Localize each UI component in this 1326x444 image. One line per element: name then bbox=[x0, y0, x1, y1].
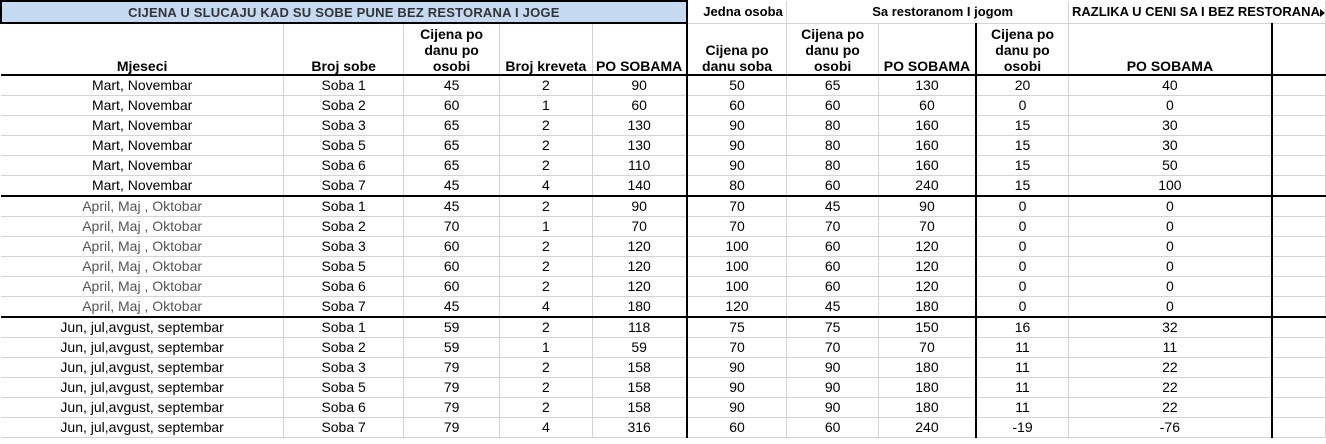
cell-broj-sobe[interactable]: Soba 3 bbox=[284, 116, 404, 136]
cell-cijena-po-osobi[interactable]: 79 bbox=[404, 418, 500, 438]
cell-broj-sobe[interactable]: Soba 1 bbox=[284, 196, 404, 217]
cell-po-sobama[interactable]: 110 bbox=[592, 156, 687, 176]
cell-broj-kreveta[interactable]: 2 bbox=[500, 75, 592, 96]
cell-mjeseci[interactable]: Mart, Novembar bbox=[1, 116, 284, 136]
cell-cijena-po-osobi[interactable]: 45 bbox=[404, 196, 500, 217]
cell-po-sobama[interactable]: 158 bbox=[592, 358, 687, 378]
cell-razlika-po-osobi[interactable]: 0 bbox=[976, 237, 1068, 257]
empty-cell[interactable] bbox=[1272, 23, 1326, 75]
cell-cijena-po-osobi-restoran[interactable]: 70 bbox=[787, 217, 879, 237]
cell-broj-kreveta[interactable]: 1 bbox=[500, 338, 592, 358]
cell-razlika-po-osobi[interactable]: 11 bbox=[976, 398, 1068, 418]
col-header-razlika-po-sobama[interactable]: PO SOBAMA bbox=[1068, 23, 1271, 75]
cell-po-sobama-restoran[interactable]: 240 bbox=[878, 176, 976, 197]
cell-broj-kreveta[interactable]: 4 bbox=[500, 176, 592, 197]
cell-broj-kreveta[interactable]: 2 bbox=[500, 156, 592, 176]
cell-broj-sobe[interactable]: Soba 1 bbox=[284, 317, 404, 338]
cell-cijena-po-osobi-restoran[interactable]: 60 bbox=[787, 257, 879, 277]
table-row bbox=[1, 418, 1326, 438]
empty-cell[interactable] bbox=[1272, 338, 1326, 358]
cell-razlika-po-sobama[interactable]: 11 bbox=[1068, 338, 1271, 358]
cell-cijena-po-osobi-restoran[interactable]: 80 bbox=[787, 116, 879, 136]
cell-cijena-soba[interactable]: 60 bbox=[687, 418, 787, 438]
cell-cijena-po-osobi-restoran[interactable]: 70 bbox=[787, 338, 879, 358]
cell-cijena-po-osobi[interactable]: 70 bbox=[404, 217, 500, 237]
cell-broj-sobe[interactable]: Soba 6 bbox=[284, 156, 404, 176]
cell-broj-sobe[interactable]: Soba 7 bbox=[284, 297, 404, 318]
cell-mjeseci[interactable]: Mart, Novembar bbox=[1, 156, 284, 176]
cell-broj-kreveta[interactable]: 1 bbox=[500, 96, 592, 116]
empty-cell[interactable] bbox=[1272, 418, 1326, 438]
cell-razlika-po-osobi[interactable]: 16 bbox=[976, 317, 1068, 338]
cell-cijena-po-osobi[interactable]: 79 bbox=[404, 358, 500, 378]
cell-po-sobama[interactable]: 90 bbox=[592, 196, 687, 217]
cell-broj-sobe[interactable]: Soba 2 bbox=[284, 338, 404, 358]
cell-razlika-po-sobama[interactable]: 22 bbox=[1068, 398, 1271, 418]
cell-razlika-po-sobama[interactable]: 0 bbox=[1068, 237, 1271, 257]
empty-cell[interactable] bbox=[1272, 116, 1326, 136]
table-row bbox=[1, 257, 1326, 277]
cell-cijena-po-osobi-restoran[interactable]: 45 bbox=[787, 297, 879, 318]
cell-broj-sobe[interactable]: Soba 7 bbox=[284, 418, 404, 438]
cell-mjeseci[interactable]: Jun, jul,avgust, septembar bbox=[1, 398, 284, 418]
cell-cijena-po-osobi-restoran[interactable]: 75 bbox=[787, 317, 879, 338]
cell-cijena-soba[interactable]: 60 bbox=[687, 96, 787, 116]
empty-cell[interactable] bbox=[1272, 136, 1326, 156]
empty-cell[interactable] bbox=[1272, 75, 1326, 96]
empty-cell[interactable] bbox=[1272, 277, 1326, 297]
cell-razlika-po-osobi[interactable]: 0 bbox=[976, 297, 1068, 318]
cell-razlika-po-osobi[interactable]: 15 bbox=[976, 136, 1068, 156]
cell-mjeseci[interactable]: April, Maj , Oktobar bbox=[1, 277, 284, 297]
cell-broj-kreveta[interactable]: 2 bbox=[500, 196, 592, 217]
cell-cijena-po-osobi-restoran[interactable]: 60 bbox=[787, 277, 879, 297]
cell-po-sobama-restoran[interactable]: 160 bbox=[878, 116, 976, 136]
cell-cijena-soba[interactable]: 90 bbox=[687, 358, 787, 378]
empty-cell[interactable] bbox=[1272, 257, 1326, 277]
cell-broj-kreveta[interactable]: 4 bbox=[500, 297, 592, 318]
cell-cijena-soba[interactable]: 100 bbox=[687, 257, 787, 277]
cell-cijena-soba[interactable]: 120 bbox=[687, 297, 787, 318]
cell-broj-kreveta[interactable]: 2 bbox=[500, 317, 592, 338]
cell-razlika-po-sobama[interactable]: 50 bbox=[1068, 156, 1271, 176]
cell-po-sobama[interactable]: 130 bbox=[592, 136, 687, 156]
cell-po-sobama-restoran[interactable]: 240 bbox=[878, 418, 976, 438]
cell-cijena-po-osobi[interactable]: 60 bbox=[404, 257, 500, 277]
empty-cell[interactable] bbox=[1272, 196, 1326, 217]
cell-broj-sobe[interactable]: Soba 5 bbox=[284, 378, 404, 398]
cell-razlika-po-osobi[interactable]: 0 bbox=[976, 217, 1068, 237]
col-header-po-sobama[interactable]: PO SOBAMA bbox=[592, 23, 687, 75]
cell-po-sobama[interactable]: 180 bbox=[592, 297, 687, 318]
cell-cijena-soba[interactable]: 70 bbox=[687, 196, 787, 217]
cell-po-sobama[interactable]: 120 bbox=[592, 257, 687, 277]
cell-razlika-po-osobi[interactable]: 15 bbox=[976, 116, 1068, 136]
empty-cell[interactable] bbox=[1272, 297, 1326, 318]
title-row bbox=[1, 1, 1326, 23]
cell-cijena-po-osobi-restoran[interactable]: 65 bbox=[787, 75, 879, 96]
table-row bbox=[1, 378, 1326, 398]
cell-po-sobama[interactable]: 158 bbox=[592, 378, 687, 398]
cell-razlika-po-sobama[interactable]: 0 bbox=[1068, 257, 1271, 277]
cell-mjeseci[interactable]: Mart, Novembar bbox=[1, 75, 284, 96]
table-row bbox=[1, 196, 1326, 217]
cell-broj-kreveta[interactable]: 2 bbox=[500, 277, 592, 297]
cell-po-sobama[interactable]: 59 bbox=[592, 338, 687, 358]
cell-po-sobama-restoran[interactable]: 120 bbox=[878, 277, 976, 297]
cell-cijena-soba[interactable]: 90 bbox=[687, 116, 787, 136]
table-row bbox=[1, 358, 1326, 378]
cell-razlika-po-sobama[interactable]: 100 bbox=[1068, 176, 1271, 197]
cell-po-sobama-restoran[interactable]: 120 bbox=[878, 237, 976, 257]
cell-cijena-po-osobi[interactable]: 45 bbox=[404, 297, 500, 318]
cell-cijena-po-osobi-restoran[interactable]: 60 bbox=[787, 237, 879, 257]
empty-cell[interactable] bbox=[1272, 317, 1326, 338]
cell-cijena-po-osobi-restoran[interactable]: 90 bbox=[787, 378, 879, 398]
cell-broj-sobe[interactable]: Soba 5 bbox=[284, 136, 404, 156]
header-row bbox=[1, 23, 1326, 75]
cell-po-sobama-restoran[interactable]: 90 bbox=[878, 196, 976, 217]
cell-cijena-soba[interactable]: 70 bbox=[687, 338, 787, 358]
cell-po-sobama[interactable]: 120 bbox=[592, 277, 687, 297]
cell-mjeseci[interactable]: April, Maj , Oktobar bbox=[1, 196, 284, 217]
cell-cijena-po-osobi[interactable]: 60 bbox=[404, 277, 500, 297]
sheet-title[interactable]: CIJENA U SLUCAJU KAD SU SOBE PUNE BEZ RESTORANA I JOGE bbox=[1, 1, 687, 23]
cell-cijena-po-osobi[interactable]: 65 bbox=[404, 156, 500, 176]
cell-cijena-po-osobi-restoran[interactable]: 90 bbox=[787, 358, 879, 378]
cell-cijena-po-osobi[interactable]: 45 bbox=[404, 176, 500, 197]
cell-razlika-po-osobi[interactable]: 11 bbox=[976, 358, 1068, 378]
cell-po-sobama-restoran[interactable]: 150 bbox=[878, 317, 976, 338]
cell-razlika-po-sobama[interactable]: 30 bbox=[1068, 136, 1271, 156]
cell-po-sobama[interactable]: 70 bbox=[592, 217, 687, 237]
cell-cijena-po-osobi-restoran[interactable]: 60 bbox=[787, 176, 879, 197]
empty-cell[interactable] bbox=[1272, 378, 1326, 398]
table-row bbox=[1, 297, 1326, 318]
cell-cijena-soba[interactable]: 70 bbox=[687, 217, 787, 237]
empty-cell[interactable] bbox=[1272, 237, 1326, 257]
cell-razlika-po-sobama[interactable]: 30 bbox=[1068, 116, 1271, 136]
cell-mjeseci[interactable]: April, Maj , Oktobar bbox=[1, 297, 284, 318]
cell-po-sobama[interactable]: 60 bbox=[592, 96, 687, 116]
subheader-razlika[interactable]: RAZLIKA U CENI SA I BEZ RESTORANA bbox=[1068, 1, 1325, 23]
col-header-razlika-po-osobi[interactable]: Cijena po danu po osobi bbox=[976, 23, 1068, 75]
col-header-cijena-soba[interactable]: Cijena po danu soba bbox=[687, 23, 787, 75]
cell-po-sobama-restoran[interactable]: 70 bbox=[878, 217, 976, 237]
cell-mjeseci[interactable]: Jun, jul,avgust, septembar bbox=[1, 358, 284, 378]
cell-cijena-soba[interactable]: 80 bbox=[687, 176, 787, 197]
cell-cijena-po-osobi[interactable]: 60 bbox=[404, 237, 500, 257]
cell-po-sobama[interactable]: 158 bbox=[592, 398, 687, 418]
empty-cell[interactable] bbox=[1272, 156, 1326, 176]
cell-po-sobama[interactable]: 120 bbox=[592, 237, 687, 257]
cell-mjeseci[interactable]: Jun, jul,avgust, septembar bbox=[1, 378, 284, 398]
cell-cijena-po-osobi[interactable]: 59 bbox=[404, 317, 500, 338]
col-header-cijena-po-osobi[interactable]: Cijena po danu po osobi bbox=[404, 23, 500, 75]
col-header-broj-sobe[interactable]: Broj sobe bbox=[284, 23, 404, 75]
cell-mjeseci[interactable]: Jun, jul,avgust, septembar bbox=[1, 418, 284, 438]
cell-cijena-po-osobi[interactable]: 65 bbox=[404, 116, 500, 136]
table-row bbox=[1, 277, 1326, 297]
cell-po-sobama-restoran[interactable]: 70 bbox=[878, 338, 976, 358]
cell-razlika-po-sobama[interactable]: 0 bbox=[1068, 277, 1271, 297]
cell-cijena-po-osobi-restoran[interactable]: 80 bbox=[787, 136, 879, 156]
table-row bbox=[1, 338, 1326, 358]
cell-broj-sobe[interactable]: Soba 3 bbox=[284, 358, 404, 378]
cell-razlika-po-osobi[interactable]: 11 bbox=[976, 338, 1068, 358]
cell-mjeseci[interactable]: April, Maj , Oktobar bbox=[1, 257, 284, 277]
cell-po-sobama-restoran[interactable]: 160 bbox=[878, 156, 976, 176]
cell-razlika-po-sobama[interactable]: 22 bbox=[1068, 378, 1271, 398]
cell-broj-sobe[interactable]: Soba 5 bbox=[284, 257, 404, 277]
cell-broj-kreveta[interactable]: 2 bbox=[500, 398, 592, 418]
cell-razlika-po-osobi[interactable]: 0 bbox=[976, 277, 1068, 297]
cell-mjeseci[interactable]: Mart, Novembar bbox=[1, 136, 284, 156]
cell-broj-sobe[interactable]: Soba 2 bbox=[284, 217, 404, 237]
cell-cijena-po-osobi[interactable]: 79 bbox=[404, 398, 500, 418]
cell-po-sobama[interactable]: 316 bbox=[592, 418, 687, 438]
cell-razlika-po-sobama[interactable]: 0 bbox=[1068, 196, 1271, 217]
col-header-cijena-po-osobi-restoran[interactable]: Cijena po danu po osobi bbox=[787, 23, 879, 75]
table-row bbox=[1, 217, 1326, 237]
cell-po-sobama-restoran[interactable]: 130 bbox=[878, 75, 976, 96]
empty-cell[interactable] bbox=[1272, 176, 1326, 197]
cell-broj-kreveta[interactable]: 4 bbox=[500, 418, 592, 438]
cell-cijena-soba[interactable]: 100 bbox=[687, 277, 787, 297]
cell-mjeseci[interactable]: April, Maj , Oktobar bbox=[1, 237, 284, 257]
cell-cijena-soba[interactable]: 75 bbox=[687, 317, 787, 338]
cell-po-sobama-restoran[interactable]: 180 bbox=[878, 378, 976, 398]
subheader-sa-restoranom[interactable]: Sa restoranom I jogom bbox=[787, 1, 1069, 23]
cell-po-sobama[interactable]: 118 bbox=[592, 317, 687, 338]
cell-razlika-po-osobi[interactable]: 0 bbox=[976, 196, 1068, 217]
cell-broj-sobe[interactable]: Soba 1 bbox=[284, 75, 404, 96]
cell-cijena-soba[interactable]: 90 bbox=[687, 156, 787, 176]
cell-cijena-soba[interactable]: 90 bbox=[687, 136, 787, 156]
cell-razlika-po-sobama[interactable]: 0 bbox=[1068, 96, 1271, 116]
cell-po-sobama[interactable]: 90 bbox=[592, 75, 687, 96]
cell-razlika-po-osobi[interactable]: 11 bbox=[976, 378, 1068, 398]
cell-po-sobama[interactable]: 130 bbox=[592, 116, 687, 136]
cell-mjeseci[interactable]: Mart, Novembar bbox=[1, 96, 284, 116]
empty-cell[interactable] bbox=[1272, 398, 1326, 418]
cell-razlika-po-sobama[interactable]: 22 bbox=[1068, 358, 1271, 378]
empty-cell[interactable] bbox=[1272, 96, 1326, 116]
table-row bbox=[1, 116, 1326, 136]
cell-broj-sobe[interactable]: Soba 7 bbox=[284, 176, 404, 197]
cell-broj-kreveta[interactable]: 2 bbox=[500, 136, 592, 156]
cell-razlika-po-sobama[interactable]: 40 bbox=[1068, 75, 1271, 96]
cell-broj-sobe[interactable]: Soba 2 bbox=[284, 96, 404, 116]
cell-cijena-po-osobi-restoran[interactable]: 45 bbox=[787, 196, 879, 217]
cell-cijena-soba[interactable]: 90 bbox=[687, 398, 787, 418]
cell-cijena-po-osobi[interactable]: 65 bbox=[404, 136, 500, 156]
table-row bbox=[1, 96, 1326, 116]
empty-cell[interactable] bbox=[1272, 217, 1326, 237]
overflow-arrow-icon bbox=[1320, 9, 1325, 17]
cell-cijena-soba[interactable]: 50 bbox=[687, 75, 787, 96]
cell-broj-sobe[interactable]: Soba 6 bbox=[284, 277, 404, 297]
cell-mjeseci[interactable]: Mart, Novembar bbox=[1, 176, 284, 197]
table-row bbox=[1, 176, 1326, 197]
cell-broj-kreveta[interactable]: 2 bbox=[500, 358, 592, 378]
col-header-broj-kreveta[interactable]: Broj kreveta bbox=[500, 23, 592, 75]
table-row bbox=[1, 136, 1326, 156]
cell-mjeseci[interactable]: Jun, jul,avgust, septembar bbox=[1, 338, 284, 358]
cell-cijena-po-osobi[interactable]: 45 bbox=[404, 75, 500, 96]
cell-mjeseci[interactable]: April, Maj , Oktobar bbox=[1, 217, 284, 237]
empty-cell[interactable] bbox=[1272, 358, 1326, 378]
cell-po-sobama-restoran[interactable]: 60 bbox=[878, 96, 976, 116]
cell-cijena-po-osobi-restoran[interactable]: 80 bbox=[787, 156, 879, 176]
cell-razlika-po-osobi[interactable]: 15 bbox=[976, 156, 1068, 176]
col-header-mjeseci[interactable]: Mjeseci bbox=[1, 23, 284, 75]
cell-po-sobama-restoran[interactable]: 120 bbox=[878, 257, 976, 277]
table-row bbox=[1, 75, 1326, 96]
cell-cijena-po-osobi-restoran[interactable]: 90 bbox=[787, 398, 879, 418]
cell-cijena-po-osobi-restoran[interactable]: 60 bbox=[787, 96, 879, 116]
table-row bbox=[1, 398, 1326, 418]
cell-cijena-po-osobi[interactable]: 59 bbox=[404, 338, 500, 358]
cell-razlika-po-sobama[interactable]: 0 bbox=[1068, 297, 1271, 318]
cell-razlika-po-sobama[interactable]: 0 bbox=[1068, 217, 1271, 237]
cell-razlika-po-sobama[interactable]: -76 bbox=[1068, 418, 1271, 438]
cell-broj-kreveta[interactable]: 2 bbox=[500, 257, 592, 277]
cell-razlika-po-osobi[interactable]: 15 bbox=[976, 176, 1068, 197]
cell-razlika-po-osobi[interactable]: 20 bbox=[976, 75, 1068, 96]
cell-cijena-soba[interactable]: 90 bbox=[687, 378, 787, 398]
cell-po-sobama-restoran[interactable]: 180 bbox=[878, 398, 976, 418]
cell-razlika-po-osobi[interactable]: 0 bbox=[976, 257, 1068, 277]
cell-broj-kreveta[interactable]: 2 bbox=[500, 116, 592, 136]
subheader-jedna-osoba[interactable]: Jedna osoba bbox=[687, 1, 787, 23]
col-header-po-sobama-restoran[interactable]: PO SOBAMA bbox=[878, 23, 976, 75]
table-row bbox=[1, 317, 1326, 338]
cell-po-sobama-restoran[interactable]: 180 bbox=[878, 297, 976, 318]
table-row bbox=[1, 156, 1326, 176]
cell-broj-sobe[interactable]: Soba 3 bbox=[284, 237, 404, 257]
cell-po-sobama[interactable]: 140 bbox=[592, 176, 687, 197]
cell-cijena-soba[interactable]: 100 bbox=[687, 237, 787, 257]
cell-broj-kreveta[interactable]: 2 bbox=[500, 237, 592, 257]
cell-razlika-po-sobama[interactable]: 32 bbox=[1068, 317, 1271, 338]
cell-cijena-po-osobi-restoran[interactable]: 60 bbox=[787, 418, 879, 438]
cell-broj-kreveta[interactable]: 1 bbox=[500, 217, 592, 237]
cell-po-sobama-restoran[interactable]: 160 bbox=[878, 136, 976, 156]
cell-cijena-po-osobi[interactable]: 79 bbox=[404, 378, 500, 398]
cell-broj-sobe[interactable]: Soba 6 bbox=[284, 398, 404, 418]
cell-broj-kreveta[interactable]: 2 bbox=[500, 378, 592, 398]
cell-razlika-po-osobi[interactable]: -19 bbox=[976, 418, 1068, 438]
cell-mjeseci[interactable]: Jun, jul,avgust, septembar bbox=[1, 317, 284, 338]
cell-razlika-po-osobi[interactable]: 0 bbox=[976, 96, 1068, 116]
cell-po-sobama-restoran[interactable]: 180 bbox=[878, 358, 976, 378]
cell-cijena-po-osobi[interactable]: 60 bbox=[404, 96, 500, 116]
table-row bbox=[1, 237, 1326, 257]
